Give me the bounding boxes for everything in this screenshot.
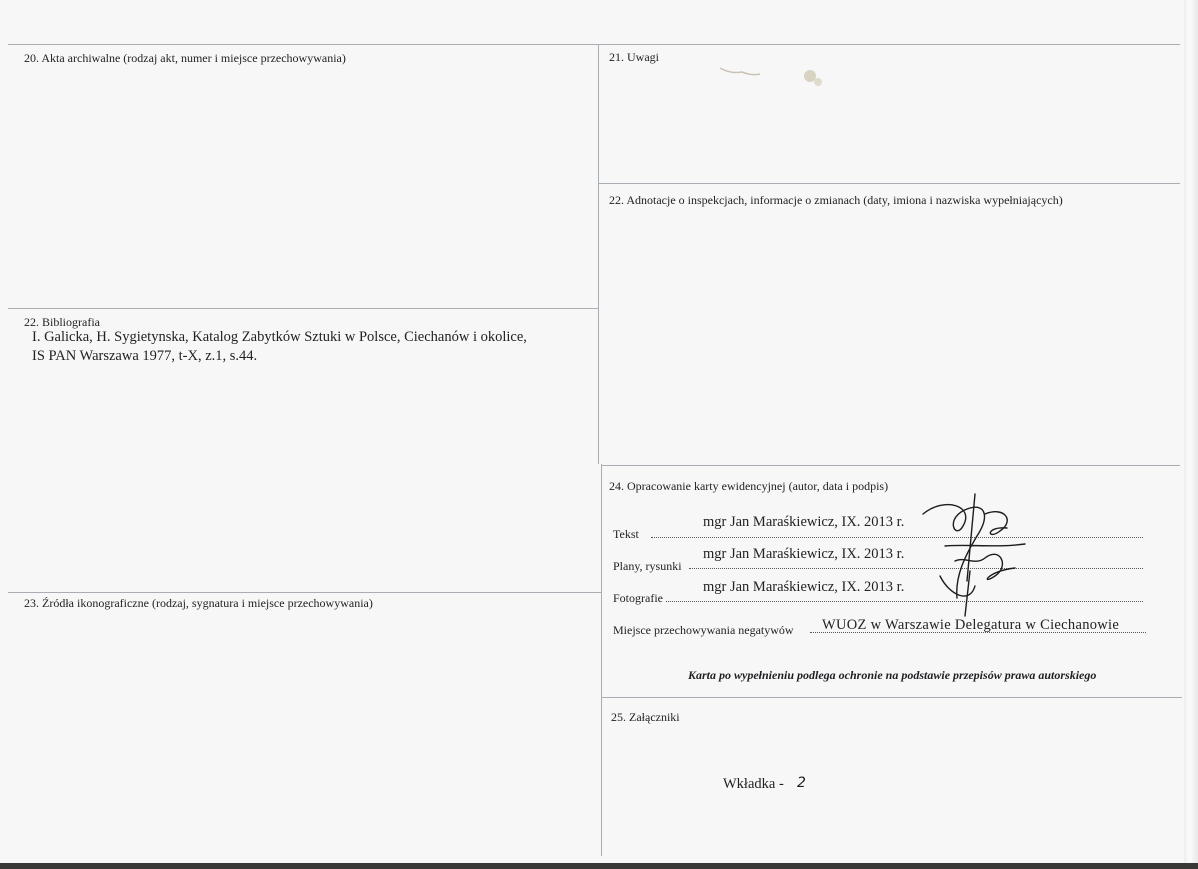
bibliography-line-2: IS PAN Warszawa 1977, t-X, z.1, s.44. [32, 348, 258, 364]
bibliography-text [32, 328, 527, 366]
divider-21-22a [598, 183, 1180, 184]
top-border-line [8, 44, 1180, 45]
foto-value: mgr Jan Maraśkiewicz, IX. 2013 r. [703, 579, 905, 595]
tekst-label: Tekst [613, 527, 639, 541]
field-21-label: 21. Uwagi [609, 50, 659, 64]
foto-dotted-line [666, 601, 1143, 602]
field-22b-label: 22. Bibliografia [24, 315, 100, 329]
divider-22-23 [8, 592, 601, 593]
attachment-number: 2 [797, 775, 806, 791]
plany-value: mgr Jan Maraśkiewicz, IX. 2013 r. [703, 546, 905, 562]
tekst-dotted-line [651, 537, 1143, 538]
foto-label: Fotografie [613, 591, 663, 605]
copyright-note: Karta po wypełnieniu podlega ochronie na podstawie przepisów prawa autorskiego [688, 668, 1097, 682]
bibliography-line-1: I. Galicka, H. Sygietynska, Katalog Zabytków Sztuki w Polsce, Ciechanów i okolice, [32, 329, 527, 345]
attachment-label: Wkładka - [723, 776, 784, 792]
field-25-label: 25. Załączniki [611, 710, 680, 724]
field-23-label: 23. Źródła ikonograficzne (rodzaj, sygnatura i miejsce przechowywania) [24, 596, 373, 610]
signature-image [915, 486, 1035, 626]
field-24-label: 24. Opracowanie karty ewidencyjnej (autor, data i podpis) [609, 479, 889, 493]
plany-label: Plany, rysunki [613, 559, 682, 573]
divider-20-22 [8, 308, 598, 309]
paper-stain [710, 58, 840, 98]
divider-24-25 [601, 697, 1182, 698]
center-divider-upper [598, 44, 599, 464]
paper-right-edge [1184, 0, 1198, 869]
miejsce-label: Miejsce przechowywania negatywów [613, 623, 794, 637]
field-20-label: 20. Akta archiwalne (rodzaj akt, numer i miejsce przechowywania) [24, 51, 346, 65]
paper-bottom-edge [0, 863, 1198, 869]
field-22a-label: 22. Adnotacje o inspekcjach, informacje o zmianach (daty, imiona i nazwiska wypełniających) [609, 193, 1063, 207]
divider-22a-24 [601, 465, 1180, 466]
center-divider-lower [601, 464, 602, 856]
tekst-value: mgr Jan Maraśkiewicz, IX. 2013 r. [703, 514, 905, 530]
miejsce-value: WUOZ w Warszawie Delegatura w Ciechanowie [822, 617, 1120, 633]
